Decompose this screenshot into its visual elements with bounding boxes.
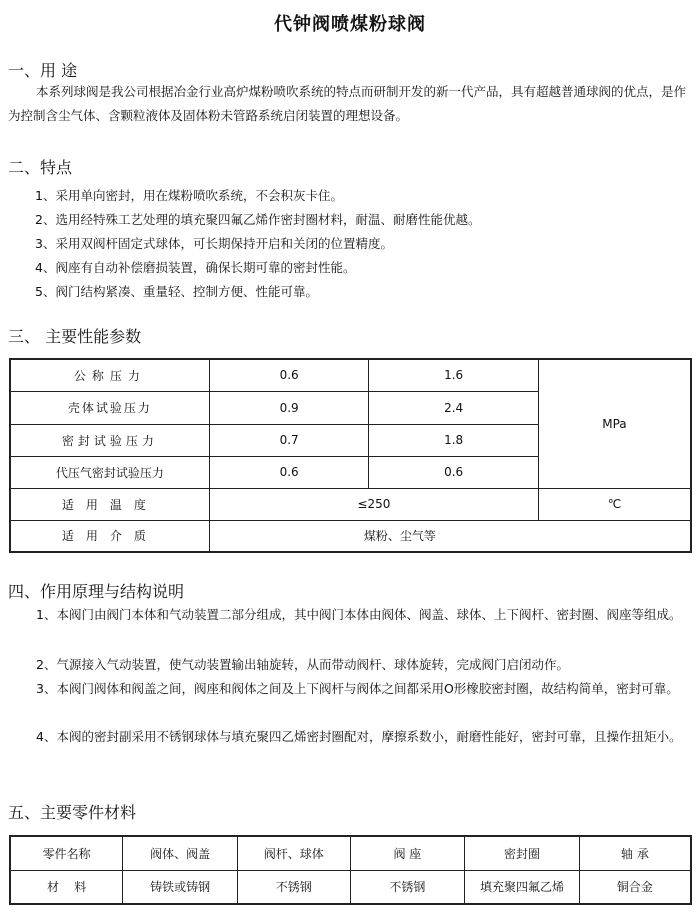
table-row	[10, 870, 691, 904]
material-cell: 铸铁或铸钢	[123, 870, 238, 904]
principle-paragraph	[8, 653, 692, 677]
table-row	[10, 488, 691, 520]
principle-text: 3、本阀门阀体和阀盖之间，阀座和阀体之间及上下阀杆与阀体之间都采用O形橡胶密封圈，故结构简单，密封可靠。	[36, 681, 679, 696]
feature-item: 2、选用经特殊工艺处理的填充聚四氟乙烯作密封圈材料，耐温、耐磨性能优越。	[35, 212, 481, 227]
temperature-value: ≤250	[209, 488, 538, 520]
section-heading-features: 二、特点	[8, 158, 73, 177]
usage-text: 本系列球阀是我公司根据冶金行业高炉煤粉喷吹系统的特点而研制开发的新一代产品，具有超越普通球阀的优点，是作为控制含尘气体、含颗粒液体及固体粉未管路系统启闭装置的理想设备。	[8, 84, 687, 123]
param-label: 公称压力	[10, 359, 209, 391]
param-value: 0.6	[209, 359, 369, 391]
parameters-table	[9, 358, 692, 553]
param-value: 0.6	[369, 456, 539, 488]
param-value: 1.8	[369, 424, 539, 456]
material-cell: 材 料	[10, 870, 123, 904]
param-value: 1.6	[369, 359, 539, 391]
section-heading-usage: 一、用 途	[8, 61, 78, 80]
section-heading-principle: 四、作用原理与结构说明	[8, 582, 185, 601]
material-header: 轴 承	[579, 836, 691, 870]
section-heading-materials: 五、主要零件材料	[8, 803, 137, 822]
param-label: 代压气密封试验压力	[10, 456, 209, 488]
feature-item: 3、采用双阀杆固定式球体，可长期保持开启和关闭的位置精度。	[35, 236, 393, 251]
param-value: 0.7	[209, 424, 369, 456]
param-label: 密封试验压力	[10, 424, 209, 456]
principle-text: 4、本阀的密封副采用不锈钢球体与填充聚四乙烯密封圈配对，摩擦系数小，耐磨性能好，密封可靠，且操作扭矩小。	[36, 729, 682, 744]
table-row	[10, 836, 691, 870]
usage-paragraph	[8, 80, 692, 128]
page-title: 代钟阀喷煤粉球阀	[274, 14, 426, 35]
material-cell: 不锈钢	[237, 870, 350, 904]
principle-paragraph	[8, 603, 692, 627]
param-value: 0.6	[209, 456, 369, 488]
param-label: 适用温度	[10, 488, 209, 520]
material-header: 阀体、阀盖	[123, 836, 238, 870]
principle-text: 2、气源接入气动装置，使气动装置输出轴旋转，从而带动阀杆、球体旋转，完成阀门启闭动作。	[36, 657, 569, 672]
feature-item: 4、阀座有自动补偿磨损装置，确保长期可靠的密封性能。	[35, 260, 356, 275]
table-row	[10, 359, 691, 391]
feature-item: 5、阀门结构紧凑、重量轻、控制方便、性能可靠。	[35, 284, 318, 299]
table-row	[10, 520, 691, 552]
material-header: 零件名称	[10, 836, 123, 870]
principle-paragraph	[8, 725, 692, 749]
material-cell: 填充聚四氟乙烯	[465, 870, 580, 904]
medium-value: 煤粉、尘气等	[209, 520, 691, 552]
param-value: 2.4	[369, 391, 539, 424]
param-label: 壳体试验压力	[10, 391, 209, 424]
pressure-unit: MPa	[538, 359, 691, 488]
param-value: 0.9	[209, 391, 369, 424]
material-header: 阀 座	[350, 836, 465, 870]
material-header: 密封圈	[465, 836, 580, 870]
param-label: 适用介质	[10, 520, 209, 552]
principle-text: 1、本阀门由阀门本体和气动装置二部分组成，其中阀门本体由阀体、阀盖、球体、上下阀杆、密封圈、阀座等组成。	[36, 607, 682, 622]
material-cell: 铜合金	[579, 870, 691, 904]
materials-table	[9, 835, 692, 905]
section-heading-parameters: 三、 主要性能参数	[8, 327, 142, 346]
temperature-unit: ℃	[538, 488, 691, 520]
material-header: 阀杆、球体	[237, 836, 350, 870]
material-cell: 不锈钢	[350, 870, 465, 904]
feature-item: 1、采用单向密封，用在煤粉喷吹系统，不会积灰卡住。	[35, 188, 343, 203]
principle-paragraph	[8, 677, 692, 701]
